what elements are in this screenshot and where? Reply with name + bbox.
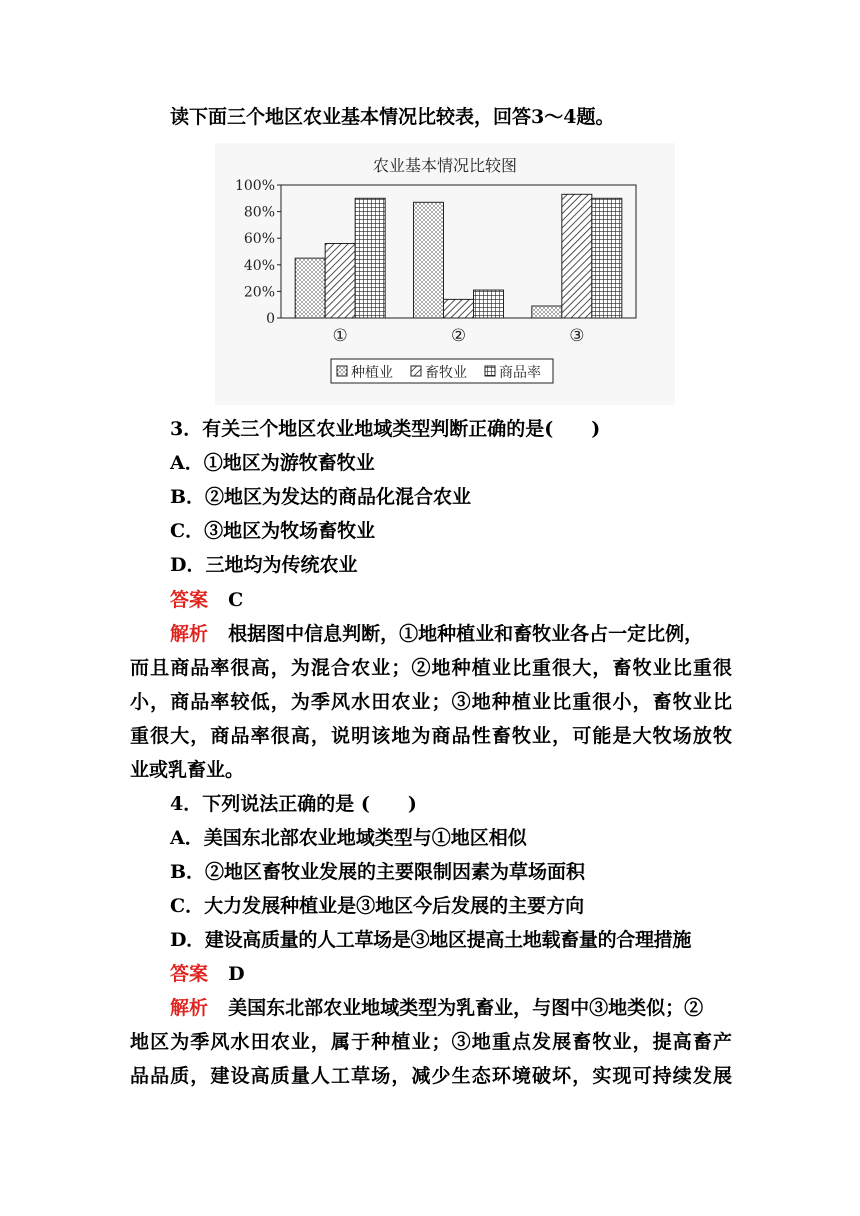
analysis-label: 解析 xyxy=(170,997,209,1019)
q3-analysis-line: 重很大，商品率很高，说明该地为商品性畜牧业，可能是大牧场放牧 xyxy=(130,725,732,747)
bar-商品率-② xyxy=(474,290,504,318)
y-tick-label: 40% xyxy=(243,257,275,274)
bar-商品率-③ xyxy=(592,198,622,318)
answer-value: D xyxy=(228,963,245,985)
q3-option-b: B．②地区为发达的商品化混合农业 xyxy=(170,486,472,508)
x-category-label: ② xyxy=(450,326,467,346)
bar-种植业-① xyxy=(295,258,325,318)
q3-analysis-line: 而且商品率很高，为混合农业；②地种植业比重很大，畜牧业比重很 xyxy=(130,657,732,679)
chart-title: 农业基本情况比较图 xyxy=(372,156,518,175)
answer-label: 答案 xyxy=(170,589,209,611)
bar-畜牧业-① xyxy=(325,244,355,318)
y-tick-label: 20% xyxy=(243,284,275,301)
q4-analysis-first xyxy=(170,996,732,1020)
analysis-text: 美国东北部农业地域类型为乳畜业，与图中③地类似；② xyxy=(228,997,704,1019)
bar-畜牧业-③ xyxy=(562,194,592,318)
analysis-text: 根据图中信息判断，①地种植业和畜牧业各占一定比例， xyxy=(228,623,704,645)
x-category-label: ③ xyxy=(569,326,585,346)
q4-stem: 4．下列说法正确的是 ( ) xyxy=(170,793,417,815)
y-tick-label: 80% xyxy=(243,204,275,221)
q3-analysis-line: 小，商品率较低，为季风水田农业；③地种植业比重很小，畜牧业比 xyxy=(130,691,732,713)
legend-swatch xyxy=(337,366,347,376)
legend-swatch xyxy=(485,366,495,376)
intro-text: 读下面三个地区农业基本情况比较表，回答3～4题。 xyxy=(170,106,615,128)
q3-analysis-line: 业或乳畜业。 xyxy=(130,759,245,781)
bar-商品率-① xyxy=(355,198,385,318)
bar-种植业-③ xyxy=(532,306,562,318)
y-tick-label: 100% xyxy=(234,178,275,194)
q4-answer xyxy=(170,962,732,986)
y-tick-label: 60% xyxy=(243,231,275,248)
answer-value: C xyxy=(228,589,244,611)
legend-label: 商品率 xyxy=(499,365,541,381)
q4-analysis-line: 品品质，建设高质量人工草场，减少生态环境破坏，实现可持续发展 xyxy=(130,1065,732,1087)
analysis-label: 解析 xyxy=(170,623,209,645)
legend-label: 种植业 xyxy=(351,365,393,381)
bar-chart xyxy=(215,143,675,405)
q3-analysis-first xyxy=(170,622,732,646)
answer-label: 答案 xyxy=(170,963,209,985)
y-tick-label: 0 xyxy=(266,311,275,327)
legend-swatch xyxy=(411,366,421,376)
bar-种植业-② xyxy=(414,202,444,318)
q3-stem: 3．有关三个地区农业地域类型判断正确的是( ) xyxy=(170,418,601,440)
q4-option-c: C．大力发展种植业是③地区今后发展的主要方向 xyxy=(170,895,585,917)
legend-label: 畜牧业 xyxy=(425,365,467,381)
q3-option-d: D．三地均为传统农业 xyxy=(170,554,358,576)
q4-option-d: D．建设高质量的人工草场是③地区提高土地载畜量的合理措施 xyxy=(170,929,692,951)
q3-option-a: A．①地区为游牧畜牧业 xyxy=(170,452,375,474)
q3-answer xyxy=(170,588,732,612)
q4-option-b: B．②地区畜牧业发展的主要限制因素为草场面积 xyxy=(170,861,586,883)
bar-畜牧业-② xyxy=(444,299,474,318)
q3-option-c: C．③地区为牧场畜牧业 xyxy=(170,520,376,542)
x-category-label: ① xyxy=(332,326,348,346)
q4-option-a: A．美国东北部农业地域类型与①地区相似 xyxy=(170,827,527,849)
q4-analysis-line: 地区为季风水田农业，属于种植业；③地重点发展畜牧业，提高畜产 xyxy=(130,1031,732,1053)
